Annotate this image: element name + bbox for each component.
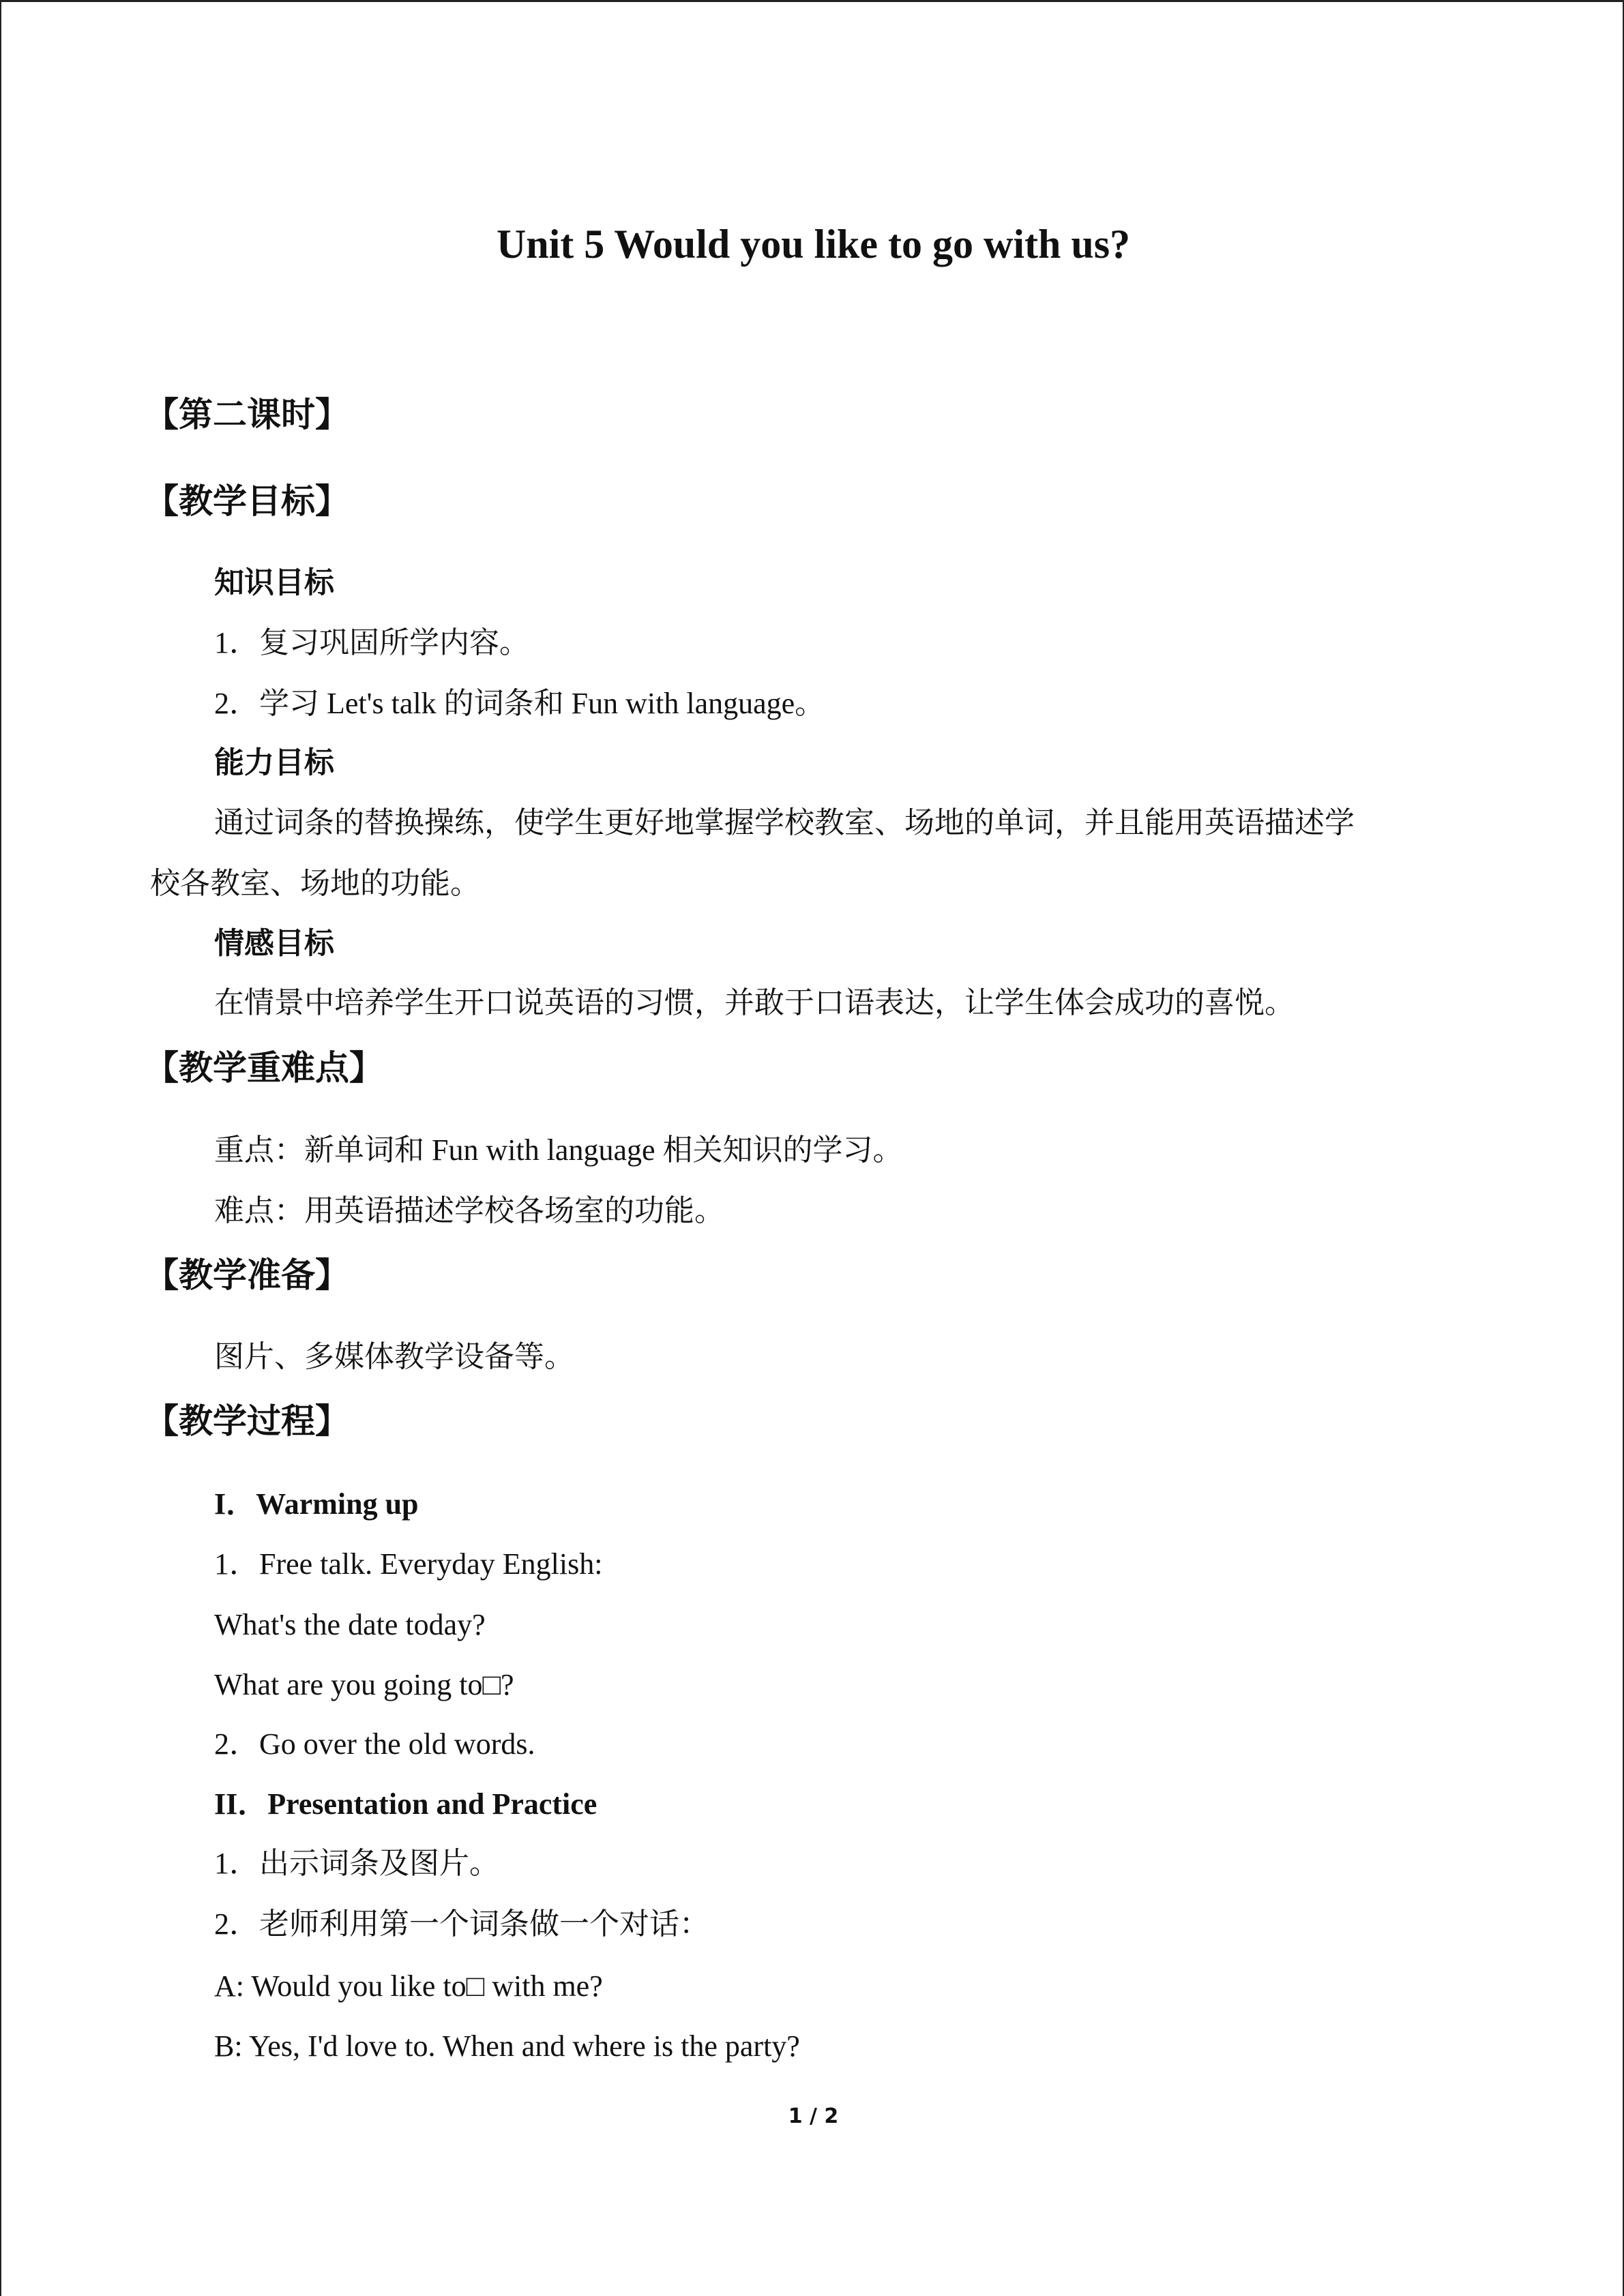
step-1-item-2: 2．Go over the old words. [214,1727,535,1761]
document-title: Unit 5 Would you like to go with us? [496,222,1131,267]
step-1-question-2: What are you going to□? [214,1668,514,1701]
step-1-item-1: 1．Free talk. Everyday English: [214,1547,603,1581]
knowledge-objective-item-1: 1．复习巩固所学内容。 [214,626,529,659]
step-1-heading: I．Warming up [214,1487,419,1521]
page-number: 1 / 2 [788,2104,839,2128]
step-2-heading: II．Presentation and Practice [214,1787,597,1821]
dialog-line-b: B: Yes, I'd love to. When and where is the party? [214,2029,800,2063]
step-2-item-1: 1．出示词条及图片。 [214,1847,499,1880]
section-key-points: 【教学重难点】 [145,1048,383,1088]
section-preparation: 【教学准备】 [145,1255,349,1295]
difficult-point-text: 难点：用英语描述学校各场室的功能。 [214,1194,724,1227]
step-1-question-1: What's the date today? [214,1608,486,1641]
ability-objective-heading: 能力目标 [214,745,334,780]
knowledge-objective-item-2: 2．学习 Let's talk 的词条和 Fun with language。 [214,687,825,720]
step-2-item-2: 2．老师利用第一个词条做一个对话： [214,1907,709,1941]
section-objectives: 【教学目标】 [145,481,349,521]
ability-objective-text-line-1: 通过词条的替换操练，使学生更好地掌握学校教室、场地的单词，并且能用英语描述学 [214,806,1355,839]
section-process: 【教学过程】 [145,1401,349,1441]
preparation-text: 图片、多媒体教学设备等。 [214,1340,574,1373]
section-lesson: 【第二课时】 [145,395,349,434]
emotion-objective-text: 在情景中培养学生开口说英语的习惯，并敢于口语表达，让学生体会成功的喜悦。 [214,986,1295,1019]
key-point-text: 重点：新单词和 Fun with language 相关知识的学习。 [214,1133,903,1167]
dialog-line-a: A: Would you like to□ with me? [214,1969,603,2003]
ability-objective-text-line-2: 校各教室、场地的功能。 [150,867,480,900]
knowledge-objective-heading: 知识目标 [214,565,334,600]
emotion-objective-heading: 情感目标 [214,926,334,961]
